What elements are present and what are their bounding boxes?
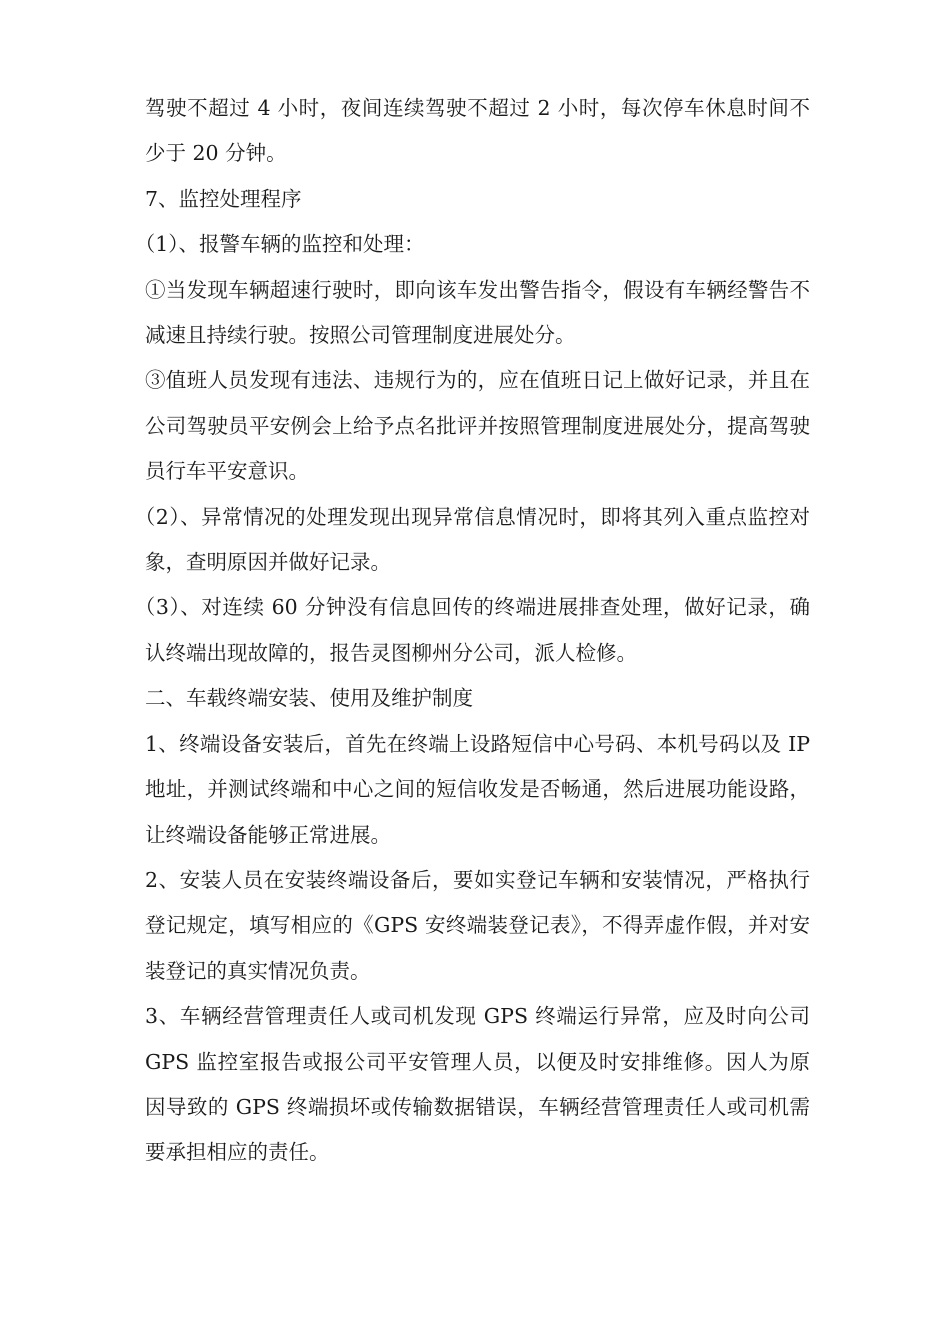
paragraph-abnormal-situations: （2）、异常情况的处理发现出现异常信息情况时，即将其列入重点监控对象，查明原因并做好记录。 (134, 504, 810, 575)
paragraph-no-signal: （3）、对连续 60 分钟没有信息回传的终端进展排查处理，做好记录，确认终端出现故障的，报告灵图柳州分公司，派人检修。 (134, 595, 810, 665)
section-heading-terminal-maintenance: 二、车载终端安装、使用及维护制度 (145, 686, 473, 711)
document-body (134, 86, 810, 1176)
paragraph-malfunction-reporting: 3、车辆经营管理责任人或司机发现 GPS 终端运行异常，应及时向公司 GPS 监控室报告或报公司平安管理人员，以便及时安排维修。因人为原因导致的 GPS 终端损坏或传输数据错误，车辆经营管理责任人或司机需要承担相应的责任。 (145, 1004, 810, 1165)
paragraph-driving-limits: 驾驶不超过 4 小时，夜间连续驾驶不超过 2 小时，每次停车休息时间不少于 20 分钟。 (145, 96, 810, 166)
paragraph-installation-registration: 2、安装人员在安装终端设备后，要如实登记车辆和安装情况，严格执行登记规定，填写相应的《GPS 安终端装登记表》，不得弄虚作假，并对安装登记的真实情况负责。 (145, 867, 810, 983)
subheading-alarm-vehicles: （1）、报警车辆的监控和处理： (134, 232, 425, 257)
paragraph-violations: ③值班人员发现有违法、违规行为的，应在值班日记上做好记录，并且在公司驾驶员平安例会上给予点名批评并按照管理制度进展处分，提高驾驶员行车平安意识。 (145, 368, 810, 484)
paragraph-terminal-setup: 1、终端设备安装后，首先在终端上设路短信中心号码、本机号码以及 IP 地址，并测试终端和中心之间的短信收发是否畅通，然后进展功能设路，让终端设备能够正常进展。 (145, 731, 810, 847)
paragraph-speeding: ①当发现车辆超速行驶时，即向该车发出警告指令，假设有车辆经警告不减速且持续行驶。按照公司管理制度进展处分。 (145, 277, 810, 348)
section-heading-monitoring-procedure: 7、监控处理程序 (145, 186, 302, 211)
